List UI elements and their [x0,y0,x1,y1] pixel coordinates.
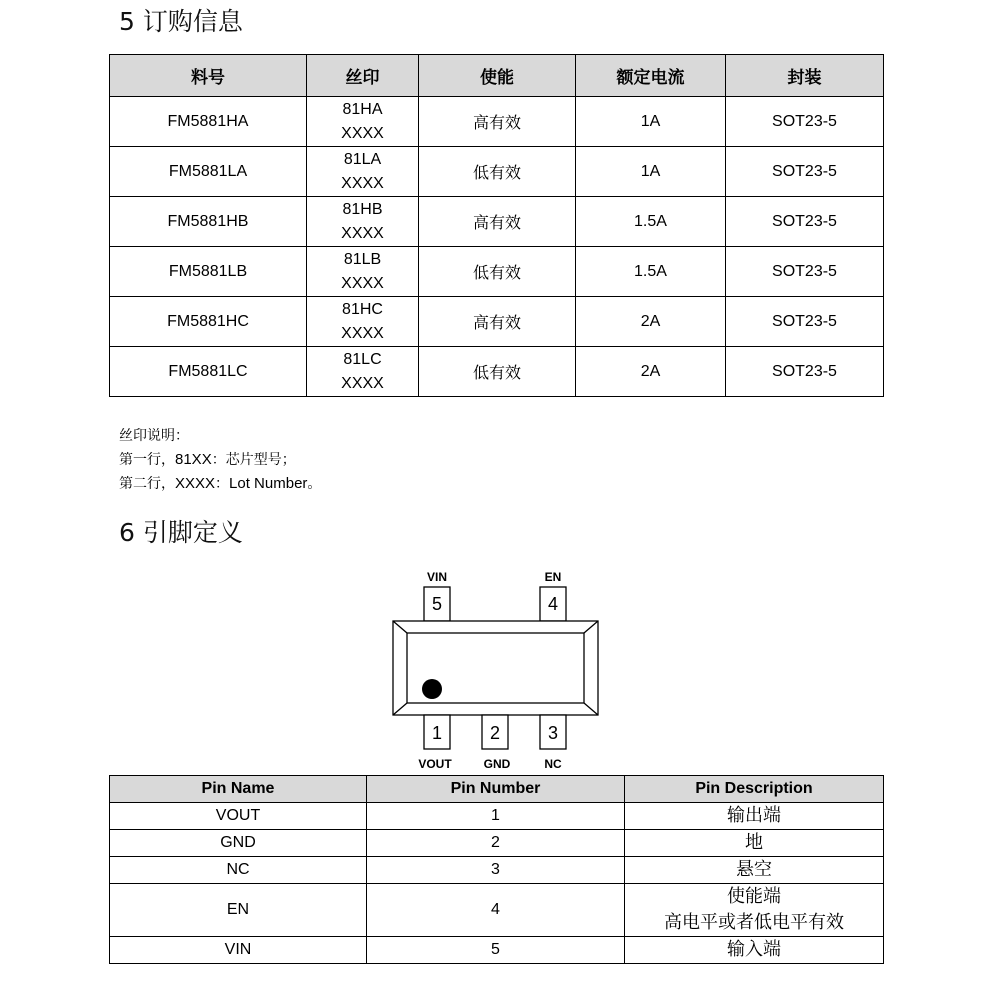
package-body-outer [393,621,598,715]
table-row [110,247,884,297]
header-pin-description: Pin Description [625,776,884,803]
ordering-info-table [109,54,884,397]
header-pin-number: Pin Number [367,776,625,803]
header-package: 封装 [726,55,884,97]
marking-line-1: 81LA [343,150,382,168]
marking-line-2: XXXX [341,374,384,392]
notes-line-1-prefix: 第一行， [119,452,175,468]
notes-line-2-suffix: 。 [307,476,322,492]
pin-description-cell: 悬空 [625,857,884,884]
pin-label-nc: NC [544,757,562,771]
current-cell: 1A [576,97,726,147]
pin-name-cell: VIN [110,937,367,964]
marking-line-1: 81LC [343,350,382,368]
pin-label-en: EN [544,570,562,584]
part-number-cell: FM5881LB [110,247,307,297]
package-cell: SOT23-5 [726,247,884,297]
part-number-cell: FM5881HA [110,97,307,147]
notes-line-1-suffix: ：芯片型号； [211,452,296,468]
marking-line-2: XXXX [341,224,384,242]
notes-line-1 [119,448,321,472]
table-row [110,857,884,884]
pin-number-cell: 1 [367,803,625,830]
table-row [110,830,884,857]
table-header-row [110,55,884,97]
enable-cell: 低有效 [419,347,576,397]
part-number-cell: FM5881HB [110,197,307,247]
table-row [110,803,884,830]
marking-line-2: XXXX [341,274,384,292]
header-part-number: 料号 [110,55,307,97]
table-row [110,97,884,147]
current-cell: 2A [576,347,726,397]
table-row [110,347,884,397]
table-row [110,884,884,937]
pin-number-cell: 3 [367,857,625,884]
section-5-title: 5 订购信息 [119,7,243,36]
pin-1-indicator-dot [422,679,442,699]
pin-number-cell: 2 [367,830,625,857]
pin-description-cell: 输出端 [625,803,884,830]
section-6-title: 6 引脚定义 [119,518,243,547]
pin-definition-table [109,775,884,964]
table-row [110,197,884,247]
pin-description-cell [625,884,884,937]
sot23-5-pinout-diagram [380,565,620,775]
table-row [110,297,884,347]
enable-cell: 低有效 [419,147,576,197]
part-number-cell: FM5881LA [110,147,307,197]
pin-label-vout: VOUT [418,757,452,771]
package-cell: SOT23-5 [726,347,884,397]
current-cell: 1.5A [576,247,726,297]
marking-line-1: 81LB [343,250,382,268]
marking-line-2: XXXX [341,174,384,192]
marking-cell [307,247,419,297]
pin-number-4: 4 [547,594,559,614]
table-row [110,937,884,964]
part-number-cell: FM5881LC [110,347,307,397]
enable-cell: 高有效 [419,97,576,147]
header-rated-current: 额定电流 [576,55,726,97]
pin-description-cell: 输入端 [625,937,884,964]
package-cell: SOT23-5 [726,297,884,347]
pin-label-vin: VIN [426,570,448,584]
marking-cell [307,147,419,197]
enable-cell: 高有效 [419,297,576,347]
pin-description-cell: 地 [625,830,884,857]
marking-cell [307,97,419,147]
pin-number-1: 1 [431,723,443,743]
pin-name-cell: VOUT [110,803,367,830]
notes-line-1-code: 81XX [175,451,212,468]
pin-number-cell: 5 [367,937,625,964]
enable-cell: 高有效 [419,197,576,247]
notes-line-2-latin: Lot Number [229,475,308,492]
pin-name-cell: NC [110,857,367,884]
pin-number-2: 2 [489,723,501,743]
notes-line-2 [119,472,321,496]
marking-cell [307,347,419,397]
table-row [110,147,884,197]
marking-line-1: 81HC [342,300,383,318]
pin-number-3: 3 [547,723,559,743]
marking-line-1: 81HB [342,200,383,218]
package-cell: SOT23-5 [726,147,884,197]
table-header-row [110,776,884,803]
pin-description-line-2: 高电平或者低电平有效 [664,912,844,933]
marking-cell [307,197,419,247]
current-cell: 2A [576,297,726,347]
part-number-cell: FM5881HC [110,297,307,347]
current-cell: 1A [576,147,726,197]
enable-cell: 低有效 [419,247,576,297]
pin-label-gnd: GND [483,757,511,771]
header-pin-name: Pin Name [110,776,367,803]
pin-number-cell: 4 [367,884,625,937]
package-cell: SOT23-5 [726,197,884,247]
marking-notes [119,424,321,496]
pin-description-line-1: 使能端 [727,886,781,907]
notes-line-2-prefix: 第二行， [119,476,175,492]
notes-title: 丝印说明： [119,428,189,444]
package-cell: SOT23-5 [726,97,884,147]
marking-line-1: 81HA [342,100,383,118]
current-cell: 1.5A [576,197,726,247]
pin-number-5: 5 [431,594,443,614]
notes-line-2-code: XXXX [175,475,216,492]
marking-line-2: XXXX [341,324,384,342]
marking-line-2: XXXX [341,124,384,142]
pin-name-cell: EN [110,884,367,937]
header-enable: 使能 [419,55,576,97]
pin-name-cell: GND [110,830,367,857]
marking-cell [307,297,419,347]
header-marking: 丝印 [307,55,419,97]
notes-line-2-mid: ： [215,476,230,492]
